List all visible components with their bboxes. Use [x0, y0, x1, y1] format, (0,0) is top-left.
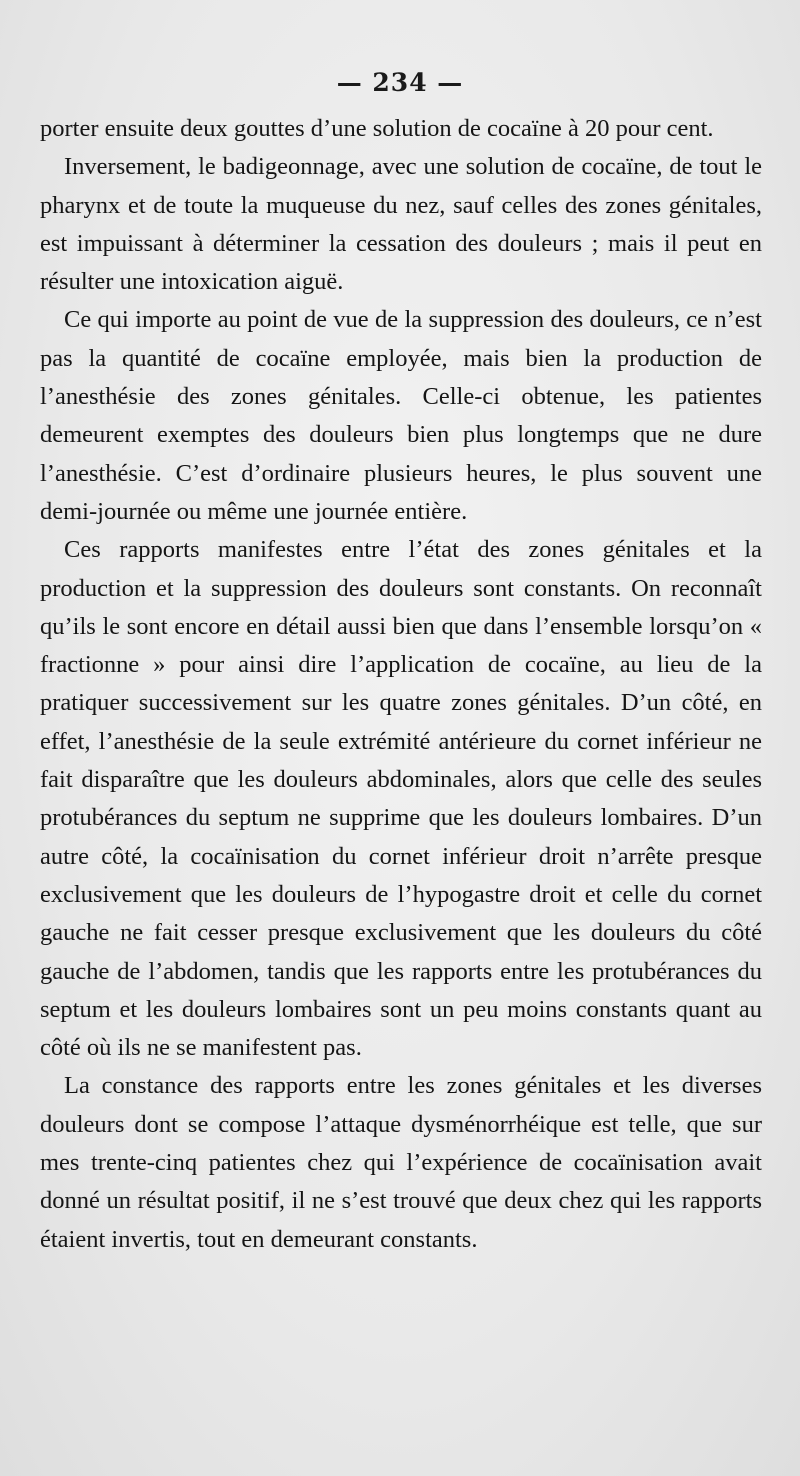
- paragraph-importance: Ce qui importe au point de vue de la suppression des douleurs, ce n’est pas la quantité de cocaïne employée, mais bien la production de l’anesthésie des zones génitales. Celle-ci obtenue, les patientes demeurent exemptes des douleurs bien plus longtemps que ne dure l’anesthésie. C’est d’ordinaire plusieurs heures, le plus souvent une demi-journée ou même une journée entière.: [40, 306, 762, 525]
- paragraph-rapports: Ces rapports manifestes entre l’état des zones génitales et la production et la suppression des douleurs sont constants. On reconnaît qu’ils le sont encore en détail aussi bien que dans l’ensemble lorsqu’on « fractionne » pour ainsi dire l’application de cocaïne, au lieu de la pratiquer successivement sur les quatre zones génitales. D’un côté, en effet, l’anesthésie de la seule extrémité antérieure du cornet inférieur ne fait disparaître que les douleurs abdominales, alors que celle des seules protubérances du septum ne supprime que les douleurs lombaires. D’un autre côté, la cocaïnisation du cornet inférieur droit n’arrête presque exclusivement que les douleurs de l’hypogastre droit et celle du cornet gauche ne fait cesser presque exclusivement que les douleurs du côté gauche de l’abdomen, tandis que les rapports entre les protubérances du septum et les douleurs lombaires sont un peu moins constants quant au côté où ils ne se manifestent pas.: [40, 536, 762, 1062]
- page-body: [40, 110, 762, 1259]
- paragraph-inversement: Inversement, le badigeonnage, avec une solution de cocaïne, de tout le pharynx et de toute la muqueuse du nez, sauf celles des zones génitales, est impuissant à déterminer la cessation des douleurs ; mais il peut en résulter une intoxication aiguë.: [40, 153, 762, 296]
- paragraph-continuation: porter ensuite deux gouttes d’une solution de cocaïne à 20 pour cent.: [40, 115, 714, 142]
- page-number: — 234 —: [336, 68, 464, 97]
- paragraph-constance: La constance des rapports entre les zones génitales et les diverses douleurs dont se compose l’attaque dysménorrhéique est telle, que sur mes trente-cinq patientes chez qui l’expérience de cocaïnisation avait donné un résultat positif, il ne s’est trouvé que deux chez qui les rapports étaient invertis, tout en demeurant constants.: [40, 1072, 762, 1253]
